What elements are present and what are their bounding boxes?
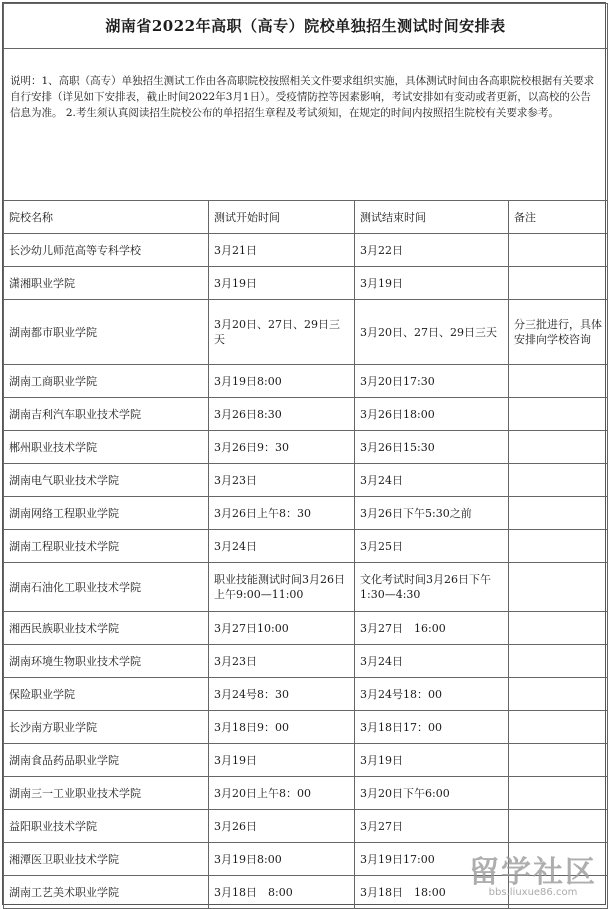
note-row xyxy=(4,49,608,201)
table-row xyxy=(4,678,608,711)
start-time-cell: 3月23日 xyxy=(209,464,355,497)
title-row xyxy=(4,4,608,49)
end-time-cell: 3月24日 xyxy=(355,464,509,497)
start-time-cell: 3月18日9：00 xyxy=(209,711,355,744)
table-row xyxy=(4,267,608,300)
header-row xyxy=(4,201,608,234)
remarks-cell xyxy=(509,530,608,563)
school-name-cell: 湖南环境生物职业技术学院 xyxy=(4,645,209,678)
end-time-cell: 3月19日 xyxy=(355,744,509,777)
start-time-cell: 3月20日、27日、29日三天 xyxy=(209,300,355,365)
school-name-cell: 湖南工商职业学院 xyxy=(4,365,209,398)
start-time-cell: 3月26日8:30 xyxy=(209,398,355,431)
end-time-cell: 3月26日15:30 xyxy=(355,431,509,464)
start-time-cell: 3月18日 8:00 xyxy=(209,876,355,909)
remarks-cell xyxy=(509,744,608,777)
end-time-cell: 3月26日下午5:30之前 xyxy=(355,497,509,530)
start-time-cell: 3月26日 xyxy=(209,810,355,843)
end-time-cell: 3月25日 xyxy=(355,530,509,563)
end-time-cell: 3月26日18:00 xyxy=(355,398,509,431)
table-row xyxy=(4,777,608,810)
watermark-logo: 留学社区 xyxy=(469,855,597,890)
table-row xyxy=(4,612,608,645)
watermark-url: bbs.liuxue86.com xyxy=(488,887,578,898)
start-time-cell: 3月26日9：30 xyxy=(209,431,355,464)
remarks-cell xyxy=(509,876,608,909)
remarks-cell xyxy=(509,563,608,612)
school-name-cell: 益阳职业技术学院 xyxy=(4,810,209,843)
schedule-table xyxy=(3,3,608,909)
table-row xyxy=(4,645,608,678)
table-row xyxy=(4,744,608,777)
remarks-cell xyxy=(509,678,608,711)
end-time-cell: 3月22日 xyxy=(355,234,509,267)
end-time-cell: 文化考试时间3月26日下午1:30—4:30 xyxy=(355,563,509,612)
end-time-cell: 3月27日 xyxy=(355,810,509,843)
school-name-cell: 湘潭医卫职业技术学院 xyxy=(4,843,209,876)
document-page xyxy=(2,2,606,905)
page-title: 湖南省2022年高职（高专）院校单独招生测试时间安排表 xyxy=(4,4,608,49)
school-name-cell: 郴州职业技术学院 xyxy=(4,431,209,464)
school-name-cell: 长沙南方职业学院 xyxy=(4,711,209,744)
start-time-cell: 3月23日 xyxy=(209,645,355,678)
end-time-cell: 3月27日 16:00 xyxy=(355,612,509,645)
school-name-cell: 湖南石油化工职业技术学院 xyxy=(4,563,209,612)
remarks-cell xyxy=(509,234,608,267)
remarks-cell xyxy=(509,365,608,398)
end-time-cell: 3月19日17:00 xyxy=(355,843,509,876)
start-time-cell: 职业技能测试时间3月26日上午9:00—11:00 xyxy=(209,563,355,612)
remarks-cell xyxy=(509,267,608,300)
start-time-cell: 3月26日上午8：30 xyxy=(209,497,355,530)
start-time-cell: 3月27日10:00 xyxy=(209,612,355,645)
remarks-cell xyxy=(509,843,608,876)
end-time-cell: 3月18日17：00 xyxy=(355,711,509,744)
table-row xyxy=(4,464,608,497)
school-name-cell: 长沙幼儿师范高等专科学校 xyxy=(4,234,209,267)
table-row xyxy=(4,431,608,464)
school-name-cell: 湖南网络工程职业学院 xyxy=(4,497,209,530)
start-time-cell: 3月19日8:00 xyxy=(209,365,355,398)
remarks-cell xyxy=(509,431,608,464)
schedule-table-body xyxy=(4,4,608,909)
school-name-cell: 湖南都市职业学院 xyxy=(4,300,209,365)
remarks-cell xyxy=(509,612,608,645)
start-time-cell: 3月24号8：30 xyxy=(209,678,355,711)
end-time-cell: 3月20日、27日、29日三天 xyxy=(355,300,509,365)
school-name-cell: 保险职业学院 xyxy=(4,678,209,711)
table-row xyxy=(4,497,608,530)
end-time-cell: 3月24日 xyxy=(355,645,509,678)
school-name-cell: 湖南吉利汽车职业技术学院 xyxy=(4,398,209,431)
remarks-cell xyxy=(509,645,608,678)
remarks-cell xyxy=(509,777,608,810)
start-time-cell: 3月20日上午8：00 xyxy=(209,777,355,810)
header-school-name: 院校名称 xyxy=(4,201,209,234)
start-time-cell: 3月24日 xyxy=(209,530,355,563)
school-name-cell: 湖南工艺美术职业学院 xyxy=(4,876,209,909)
remarks-cell xyxy=(509,810,608,843)
header-end-time: 测试结束时间 xyxy=(355,201,509,234)
table-row xyxy=(4,398,608,431)
header-remarks: 备注 xyxy=(509,201,608,234)
table-row xyxy=(4,711,608,744)
table-row xyxy=(4,365,608,398)
school-name-cell: 湖南工程职业技术学院 xyxy=(4,530,209,563)
school-name-cell: 湖南电气职业技术学院 xyxy=(4,464,209,497)
school-name-cell: 湖南食品药品职业学院 xyxy=(4,744,209,777)
table-row xyxy=(4,234,608,267)
start-time-cell: 3月21日 xyxy=(209,234,355,267)
table-row xyxy=(4,530,608,563)
end-time-cell: 3月24号18：00 xyxy=(355,678,509,711)
remarks-cell xyxy=(509,711,608,744)
table-row xyxy=(4,810,608,843)
table-row xyxy=(4,876,608,909)
table-row xyxy=(4,843,608,876)
end-time-cell: 3月19日 xyxy=(355,267,509,300)
table-row xyxy=(4,563,608,612)
start-time-cell: 3月19日 xyxy=(209,267,355,300)
remarks-cell: 分三批进行，具体安排向学校咨询 xyxy=(509,300,608,365)
remarks-cell xyxy=(509,497,608,530)
header-start-time: 测试开始时间 xyxy=(209,201,355,234)
school-name-cell: 潇湘职业学院 xyxy=(4,267,209,300)
remarks-cell xyxy=(509,464,608,497)
note-text: 说明：1、高职（高专）单独招生测试工作由各高职院校按照相关文件要求组织实施，具体测试时间由各高职院校根据有关要求自行安排（详见如下安排表，截止时间2022年3月1日）。受疫情防控等因素影响，考试安排如有变动或者更新，以高校的公告信息为准。 2.考生须认真阅读招生院校公布的单招招生章程及考试须知，在规定的时间内按照招生院校有关要求参考。 xyxy=(4,49,608,201)
remarks-cell xyxy=(509,398,608,431)
table-row xyxy=(4,300,608,365)
end-time-cell: 3月18日 18:00 xyxy=(355,876,509,909)
start-time-cell: 3月19日 xyxy=(209,744,355,777)
start-time-cell: 3月19日8:00 xyxy=(209,843,355,876)
end-time-cell: 3月20日下午6:00 xyxy=(355,777,509,810)
school-name-cell: 湖南三一工业职业技术学院 xyxy=(4,777,209,810)
school-name-cell: 湘西民族职业技术学院 xyxy=(4,612,209,645)
end-time-cell: 3月20日17:30 xyxy=(355,365,509,398)
